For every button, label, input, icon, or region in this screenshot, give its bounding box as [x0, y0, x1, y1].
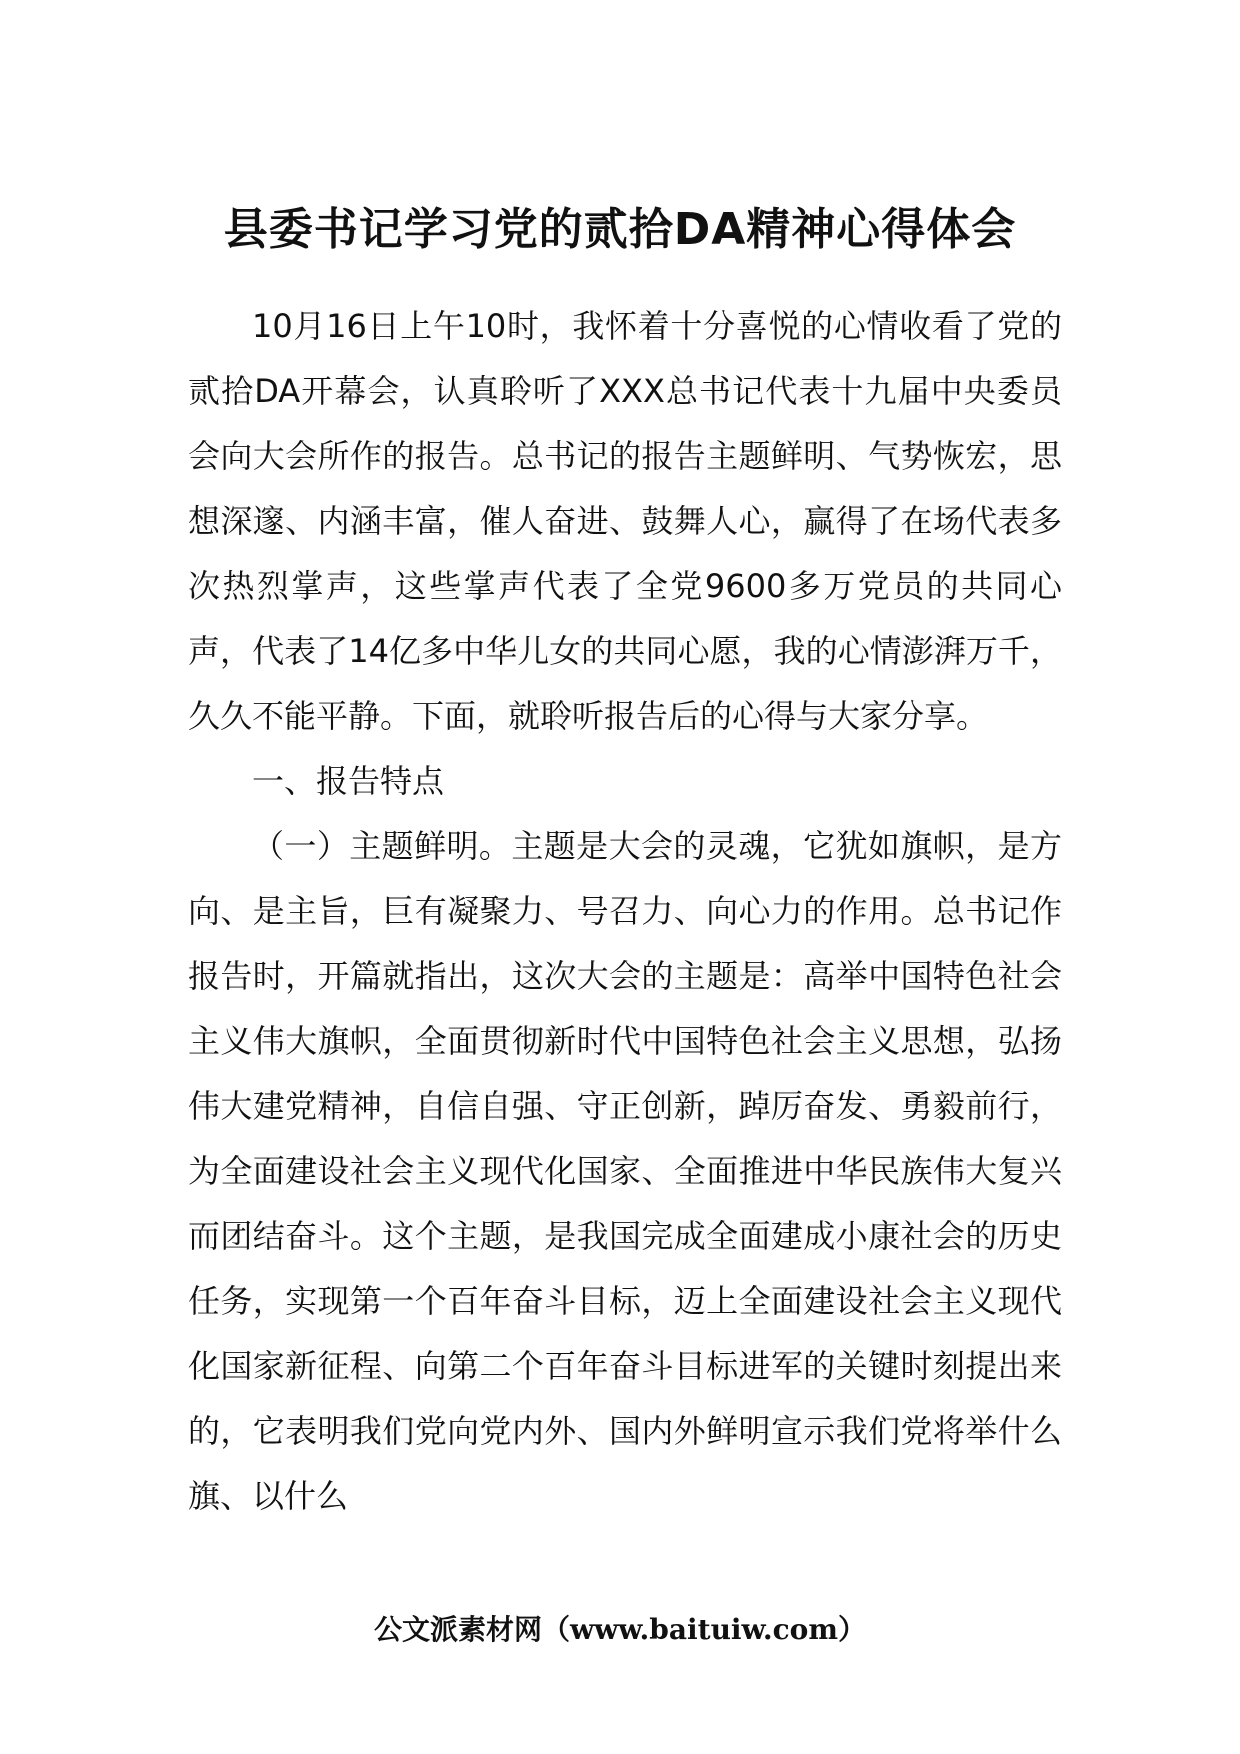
document-body: [188, 294, 1062, 1529]
footer-watermark: 公文派素材网（www.baituiw.com）: [374, 1613, 866, 1646]
paragraph-theme: （一）主题鲜明。主题是大会的灵魂，它犹如旗帜，是方向、是主旨，巨有凝聚力、号召力、向心力的作用。总书记作报告时，开篇就指出，这次大会的主题是：高举中国特色社会主义伟大旗帜，全面贯彻新时代中国特色社会主义思想，弘扬伟大建党精神，自信自强、守正创新，踔厉奋发、勇毅前行，为全面建设社会主义现代化国家、全面推进中华民族伟大复兴而团结奋斗。这个主题，是我国完成全面建成小康社会的历史任务，实现第一个百年奋斗目标，迈上全面建设社会主义现代化国家新征程、向第二个百年奋斗目标进军的关键时刻提出来的，它表明我们党向党内外、国内外鲜明宣示我们党将举什么旗、以什么: [188, 827, 1062, 1515]
paragraph-intro: 10月16日上午10时，我怀着十分喜悦的心情收看了党的贰拾DA开幕会，认真聆听了XXX总书记代表十九届中央委员会向大会所作的报告。总书记的报告主题鲜明、气势恢宏，思想深邃、内涵丰富，催人奋进、鼓舞人心，赢得了在场代表多次热烈掌声，这些掌声代表了全党9600多万党员的共同心声，代表了14亿多中华儿女的共同心愿，我的心情澎湃万千，久久不能平静。下面，就聆听报告后的心得与大家分享。: [188, 307, 1062, 735]
section-heading: 一、报告特点: [252, 762, 445, 800]
document-title: 县委书记学习党的贰拾DA精神心得体会: [223, 204, 1017, 255]
